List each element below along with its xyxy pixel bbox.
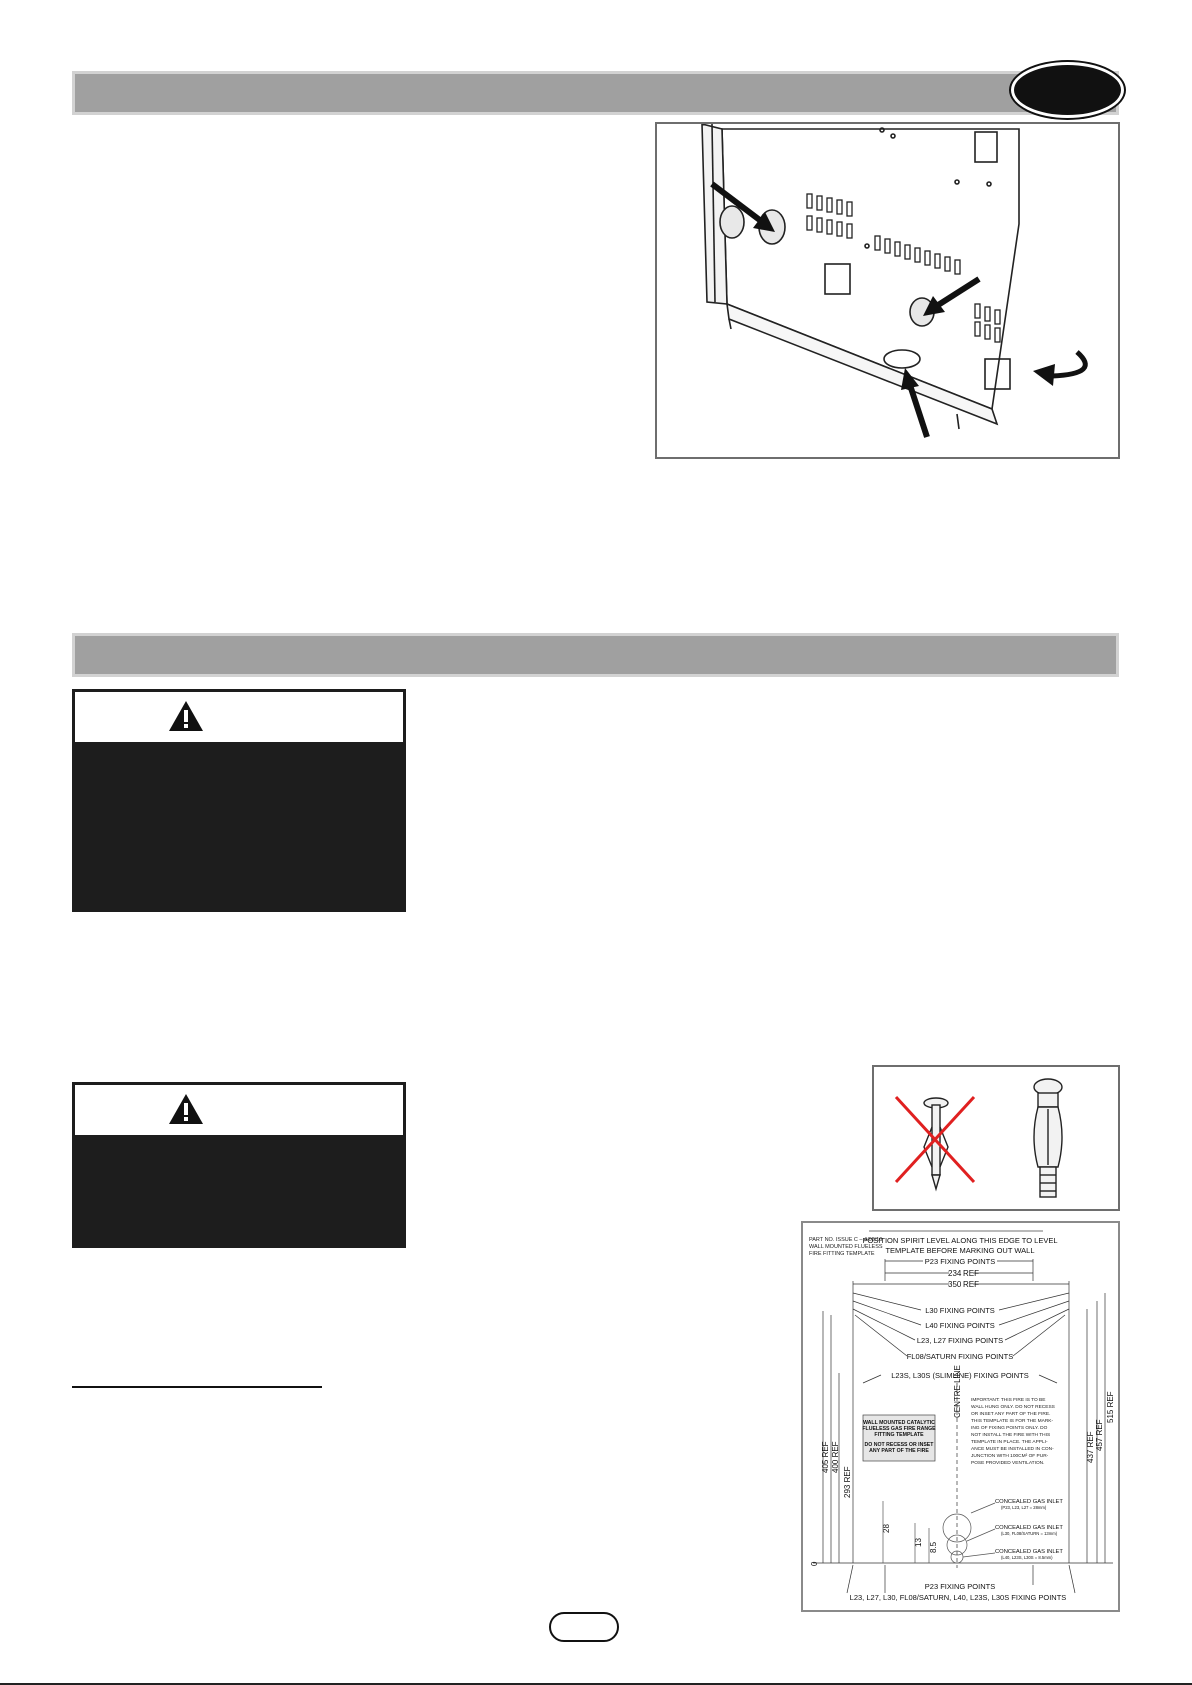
warning-header [75,1085,403,1135]
important-note-line: WALL HUNG ONLY. DO NOT RECESS [971,1405,1055,1410]
gas-inlet-sub-1: (P23, L23, L27 = 28mm) [1001,1505,1047,1510]
important-note-line: ING OF FIXING POINTS ONLY. DO [971,1426,1048,1431]
gas-inlet-label-1: CONCEALED GAS INLET [995,1499,1063,1505]
important-note-line: JUNCTION WITH 100CM² OF PUR- [971,1454,1049,1459]
dim-293-ref: 293 REF [843,1466,852,1498]
section-tab-oval [1011,62,1124,118]
dim-8-5: 8.5 [929,1541,938,1553]
template-header-line: PART NO. ISSUE C – 4/08/16 [809,1237,883,1243]
page-number-oval [549,1612,619,1642]
spirit-level-line-2: TEMPLATE BEFORE MARKING OUT WALL [885,1246,1035,1255]
template-box-warning: DO NOT RECESS OR INSET [864,1442,934,1448]
dim-405-ref: 405 REF [821,1441,830,1473]
template-box-line: WALL MOUNTED CATALYTIC [863,1420,935,1426]
slimline-fixing-label: L23S, L30S (SLIMLINE) FIXING POINTS [891,1371,1029,1380]
dim-13: 13 [914,1538,923,1547]
dim-28: 28 [882,1524,891,1533]
warning-header [75,692,403,742]
fl08-fixing-label: FL08/SATURN FIXING POINTS [906,1352,1014,1361]
centre-line-label: CENTRE LINE [953,1365,962,1418]
template-header-line: FIRE FITTING TEMPLATE [809,1251,875,1257]
template-box-warning: ANY PART OF THE FIRE [869,1448,929,1454]
appliance-rear-drawing [657,124,1118,457]
template-box-line: FLUELESS GAS FIRE RANGE [862,1426,936,1432]
template-header-line: WALL MOUNTED FLUELESS [809,1244,883,1250]
gas-inlet-sub-3: (L40, L23S, L30S = 8.5mm) [1001,1555,1053,1560]
warning-box-2 [72,1082,406,1248]
dim-400-ref: 400 REF [831,1441,840,1473]
anchor-drawing [874,1067,1118,1209]
important-note-line: OR INSET ANY PART OF THE FIRE. [971,1412,1051,1417]
section-rule [72,1386,322,1388]
section-header-bar-2 [72,633,1119,677]
fitting-template-drawing [803,1223,1118,1610]
important-note-line: TEMPLATE IN PLACE. THE APPLI- [971,1440,1048,1445]
warning-triangle-icon [168,1093,204,1125]
gas-inlet-label-3: CONCEALED GAS INLET [995,1549,1063,1555]
template-box-line: FITTING TEMPLATE [874,1432,924,1438]
spirit-level-line-1: POSITION SPIRIT LEVEL ALONG THIS EDGE TO LEVEL [862,1236,1058,1245]
p23-fixing-bottom-label: P23 FIXING POINTS [924,1582,996,1591]
section-header-bar-1 [72,71,1119,115]
fitting-template-figure [801,1221,1120,1612]
dim-234-ref: REF [963,1269,979,1278]
l23-l27-fixing-label: L23, L27 FIXING POINTS [916,1336,1004,1345]
important-note-line: ANCE MUST BE INSTALLED IN CON- [971,1447,1054,1452]
gas-inlet-sub-2: (L30, FL08/SATURN = 13mm) [1001,1531,1058,1536]
important-note-line: NOT INSTALL THE FIRE WITH THIS [971,1433,1051,1438]
gas-inlet-label-2: CONCEALED GAS INLET [995,1525,1063,1531]
dim-515-ref: 515 REF [1106,1391,1115,1423]
dim-350: 350 [948,1280,962,1289]
important-note-line: THIS TEMPLATE IS FOR THE MARK- [971,1419,1054,1424]
warning-box-1 [72,689,406,912]
l30-fixing-label: L30 FIXING POINTS [925,1306,995,1315]
wall-anchor-figure [872,1065,1120,1211]
dim-350-ref: REF [963,1280,979,1289]
dim-457-ref: 457 REF [1095,1419,1104,1451]
dim-437-ref: 437 REF [1086,1431,1095,1463]
warning-triangle-icon [168,700,204,732]
important-note-line: IMPORTANT: THIS FIRE IS TO BE [971,1398,1046,1403]
appliance-rear-figure [655,122,1120,459]
important-note-line: POSE PROVIDED VENTILATION. [971,1461,1045,1466]
p23-fixing-top-label: P23 FIXING POINTS [924,1257,996,1266]
all-fixing-bottom-label: L23, L27, L30, FL08/SATURN, L40, L23S, L30S FIXING POINTS [849,1593,1067,1602]
l40-fixing-label: L40 FIXING POINTS [925,1321,995,1330]
dim-0: 0 [810,1561,819,1566]
dim-234: 234 [948,1269,962,1278]
